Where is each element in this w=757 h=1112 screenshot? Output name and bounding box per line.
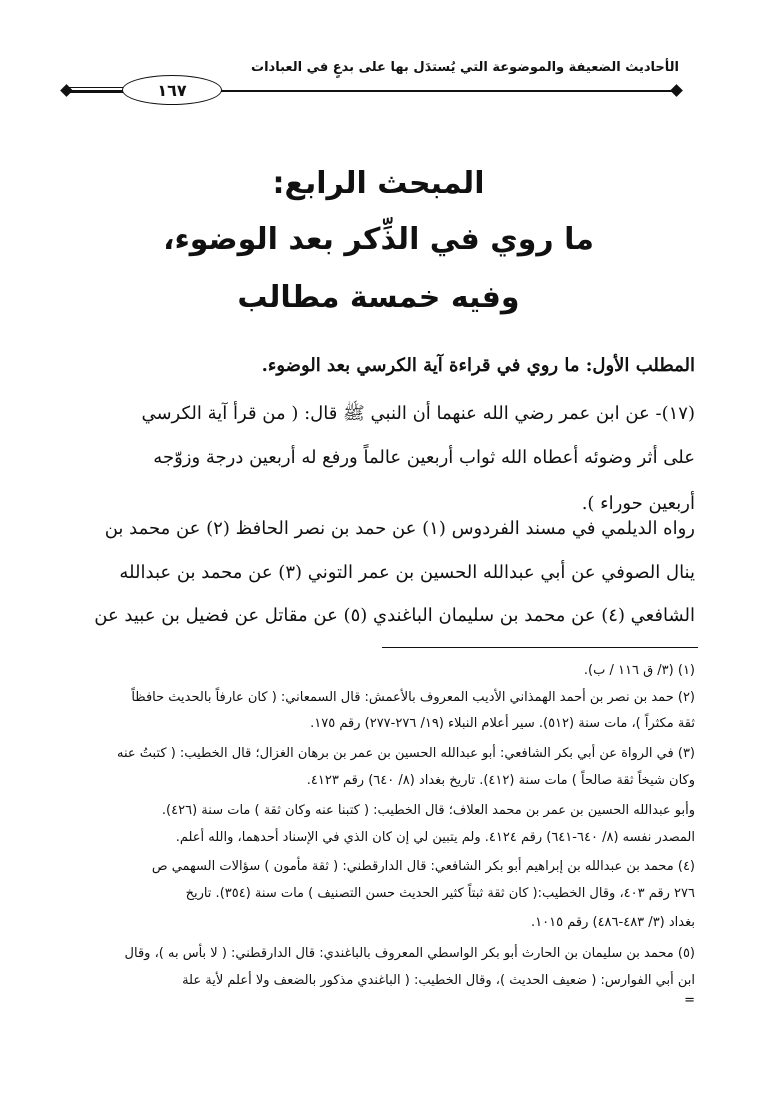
running-title: الأحاديث الضعيفة والموضوعة التي يُستدَل بها على بدعٍ في العبادات [251, 60, 679, 75]
right-diamond-ornament [670, 84, 683, 97]
page-number [122, 75, 222, 105]
footnote-line: (٢) حمد بن نصر بن أحمد الهمذاني الأديب المعروف بالأعمش: قال السمعاني: ( كان عارفاً بالحديث حافظاً [131, 690, 695, 705]
body-line: الشافعي (٤) عن محمد بن سليمان الباغندي (٥) عن مقاتل عن فضيل بن عبيد عن [94, 605, 695, 626]
footnote-line: بغداد (٣/ ٤٨٣-٤٨٦) رقم ١٠١٥. [531, 915, 695, 930]
footnote-continuation-mark: = [684, 993, 695, 1008]
footnote-line: (١) (٣/ ق ١١٦ / ب). [583, 663, 695, 678]
section-heading-line-1: المبحث الرابع: [272, 166, 485, 201]
page-number-text: ١٦٧ [157, 80, 187, 100]
header-rule-left-lower [66, 92, 124, 93]
footnote-line: ٢٧٦ رقم ٤٠٣، وقال الخطيب:( كان ثقة ثبتاً كثير الحديث حسن التصنيف ) مات سنة (٣٥٤). تاريخ [185, 886, 695, 901]
section-heading-line-2: ما روي في الذِّكر بعد الوضوء، [163, 222, 594, 257]
footnote-line: (٥) محمد بن سليمان بن الحارث أبو بكر الواسطي المعروف بالباغندي: قال الدارقطني: ( لا بأس به )، وقال [124, 946, 695, 961]
footnote-line: (٣) في الرواة عن أبي بكر الشافعي: أبو عبدالله الحسين بن عمر بن برهان الغزال؛ قال الخطيب: ( كتبتُ عنه [116, 746, 695, 761]
section-heading-line-3: وفيه خمسة مطالب [237, 280, 520, 315]
footnote-separator [382, 647, 698, 648]
body-line: على أثر وضوئه أعطاه الله ثواب أربعين عالماً ورفع له أربعين درجة وزوّجه [153, 447, 695, 468]
footnote-line: ابن أبي الفوارس: ( ضعيف الحديث )، وقال الخطيب: ( الباغندي مذكور بالضعف ولا أعلم لأية علة [182, 973, 695, 988]
footnote-line: (٤) محمد بن عبدالله بن إبراهيم أبو بكر الشافعي: قال الدارقطني: ( ثقة مأمون ) سؤالات السهمي ص [151, 859, 695, 874]
footnote-line: وكان شيخاً ثقة صالحاً ) مات سنة (٤١٢). تاريخ بغداد (٨/ ٦٤٠) رقم ٤١٢٣. [306, 773, 695, 788]
subsection-heading: المطلب الأول: ما روي في قراءة آية الكرسي بعد الوضوء. [261, 355, 695, 376]
footnote-line: وأبو عبدالله الحسين بن عمر بن محمد العلاف؛ قال الخطيب: ( كتبنا عنه وكان ثقة ) مات سنة (٤٢٦). [161, 803, 695, 818]
body-line: ينال الصوفي عن أبي عبدالله الحسين بن عمر التوني (٣) عن محمد بن عبدالله [119, 562, 695, 583]
header-rule-left-upper [66, 87, 124, 88]
body-line: رواه الديلمي في مسند الفردوس (١) عن حمد بن نصر الحافظ (٢) عن محمد بن [104, 518, 695, 539]
footnote-line: ثقة مكثراً )، مات سنة (٥١٢). سير أعلام النبلاء (١٩/ ٢٧٦-٢٧٧) رقم ١٧٥. [310, 716, 695, 731]
body-line: أربعين حوراء ). [581, 493, 695, 514]
footnote-line: المصدر نفسه (٨/ ٦٤٠-٦٤١) رقم ٤١٢٤. ولم يتبين لي إن كان الذي في الإسناد أحدهما، والله أعلم. [175, 830, 695, 845]
body-line: (١٧)- عن ابن عمر رضي الله عنهما أن النبي ﷺ قال: ( من قرأ آية الكرسي [141, 403, 695, 424]
